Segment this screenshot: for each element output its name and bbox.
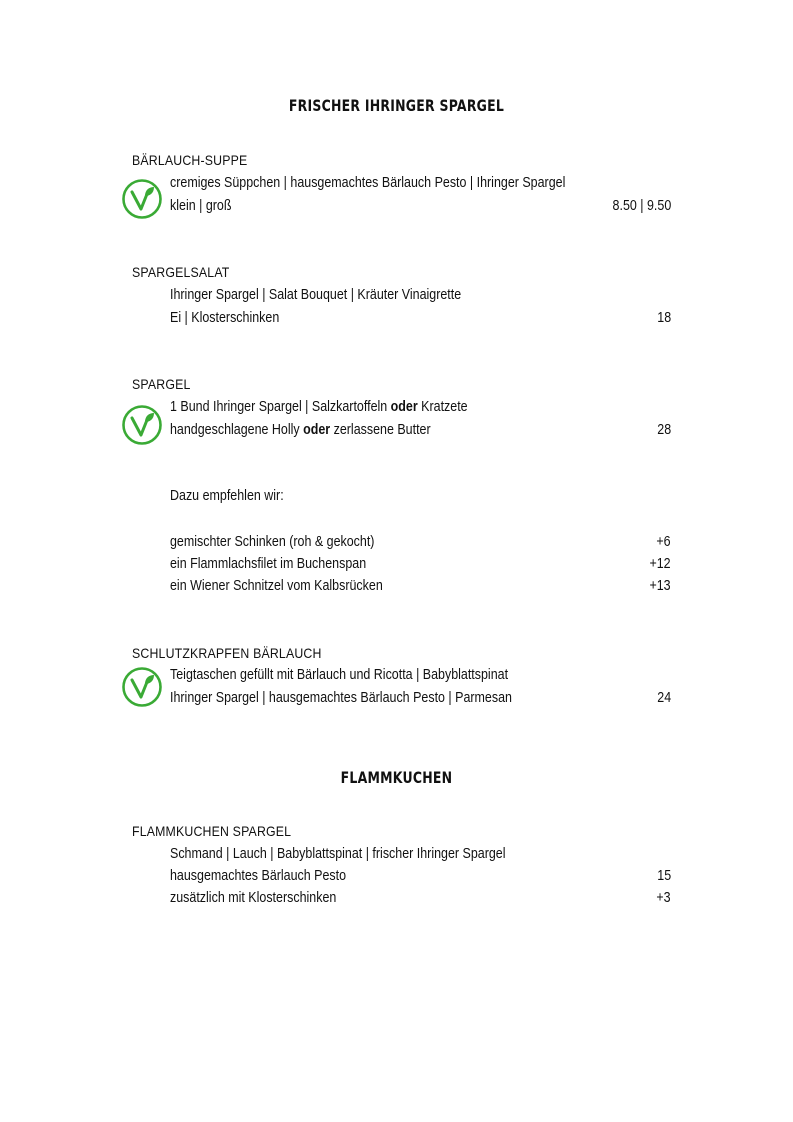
- desc-text: handgeschlagene Holly: [170, 422, 304, 438]
- item-desc-line: Teigtaschen gefüllt mit Bärlauch und Ricotta | Babyblattspinat: [170, 667, 509, 683]
- item-desc-line: Ihringer Spargel | hausgemachtes Bärlauch Pesto | Parmesan: [170, 690, 512, 706]
- item-desc-line: [170, 422, 431, 438]
- item-name-spargelsalat: SPARGELSALAT: [132, 264, 230, 280]
- recommend-price: +13: [649, 578, 671, 594]
- section-title-spargel: FRISCHER IHRINGER SPARGEL: [288, 96, 505, 115]
- item-desc-line: klein | groß: [170, 198, 232, 214]
- item-price: 15: [657, 868, 671, 884]
- item-price: 8.50 | 9.50: [612, 198, 671, 214]
- item-desc-line: zusätzlich mit Klosterschinken: [170, 890, 337, 906]
- item-desc-line: [170, 399, 468, 415]
- item-desc-line: Ei | Klosterschinken: [170, 310, 280, 326]
- section-title-flammkuchen: FLAMMKUCHEN: [340, 768, 453, 787]
- vegetarian-v-icon: [121, 404, 163, 446]
- vegetarian-v-icon: [121, 178, 163, 220]
- recommend-price: +6: [656, 534, 671, 550]
- item-desc-line: Schmand | Lauch | Babyblattspinat | frischer Ihringer Spargel: [170, 846, 506, 862]
- item-price: 28: [657, 422, 671, 438]
- recommend-option: gemischter Schinken (roh & gekocht): [170, 534, 375, 550]
- item-desc-line: hausgemachtes Bärlauch Pesto: [170, 868, 347, 884]
- item-price: 18: [657, 310, 671, 326]
- desc-text: Kratzete: [417, 399, 468, 415]
- desc-oder: oder: [303, 422, 331, 438]
- item-name-flammkuchen-spargel: FLAMMKUCHEN SPARGEL: [132, 823, 292, 839]
- desc-oder: oder: [390, 399, 418, 415]
- vegetarian-v-icon: [121, 666, 163, 708]
- item-price: 24: [657, 690, 671, 706]
- item-name-spargel: SPARGEL: [132, 376, 191, 392]
- item-name-baerlauch-suppe: BÄRLAUCH-SUPPE: [132, 152, 248, 168]
- recommend-price: +12: [649, 556, 671, 572]
- item-desc-line: cremiges Süppchen | hausgemachtes Bärlauch Pesto | Ihringer Spargel: [170, 175, 566, 191]
- desc-text: 1 Bund Ihringer Spargel | Salzkartoffeln: [170, 399, 391, 415]
- recommend-option: ein Flammlachsfilet im Buchenspan: [170, 556, 367, 572]
- item-price-extra: +3: [656, 890, 671, 906]
- recommend-intro: Dazu empfehlen wir:: [170, 488, 284, 504]
- recommend-option: ein Wiener Schnitzel vom Kalbsrücken: [170, 578, 383, 594]
- item-desc-line: Ihringer Spargel | Salat Bouquet | Kräuter Vinaigrette: [170, 287, 462, 303]
- desc-text: zerlassene Butter: [330, 422, 431, 438]
- item-name-schlutzkrapfen: SCHLUTZKRAPFEN BÄRLAUCH: [132, 645, 322, 661]
